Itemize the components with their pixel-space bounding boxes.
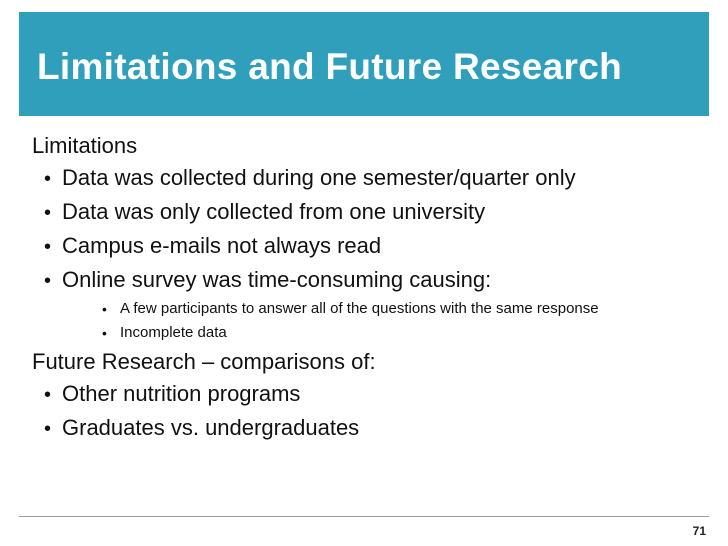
future-research-item: • Graduates vs. undergraduates <box>44 413 702 444</box>
page-number: 71 <box>692 524 706 538</box>
limitation-item: • Online survey was time-consuming causing: <box>44 265 702 296</box>
limitation-sub-item: • A few participants to answer all of the questions with the same response <box>102 300 599 317</box>
bullet-icon: • <box>44 270 52 292</box>
bullet-icon: • <box>102 301 107 317</box>
slide-title: Limitations and Future Research <box>37 46 622 87</box>
limitations-heading: Limitations <box>32 133 138 158</box>
bullet-icon: • <box>44 202 52 224</box>
bullet-icon: • <box>44 236 52 258</box>
bullet-icon: • <box>44 418 52 440</box>
limitation-item: • Data was collected during one semester/quarter only <box>44 163 702 194</box>
future-research-heading: Future Research – comparisons of: <box>32 349 376 374</box>
limitation-sub-item: • Incomplete data <box>102 324 227 341</box>
footer-divider <box>19 516 709 517</box>
bullet-icon: • <box>44 168 52 190</box>
slide-content <box>32 131 702 447</box>
future-research-item: • Other nutrition programs <box>44 379 702 410</box>
bullet-icon: • <box>44 384 52 406</box>
bullet-icon: • <box>102 325 107 341</box>
limitation-item: • Data was only collected from one university <box>44 197 702 228</box>
limitation-item: • Campus e-mails not always read <box>44 231 702 262</box>
